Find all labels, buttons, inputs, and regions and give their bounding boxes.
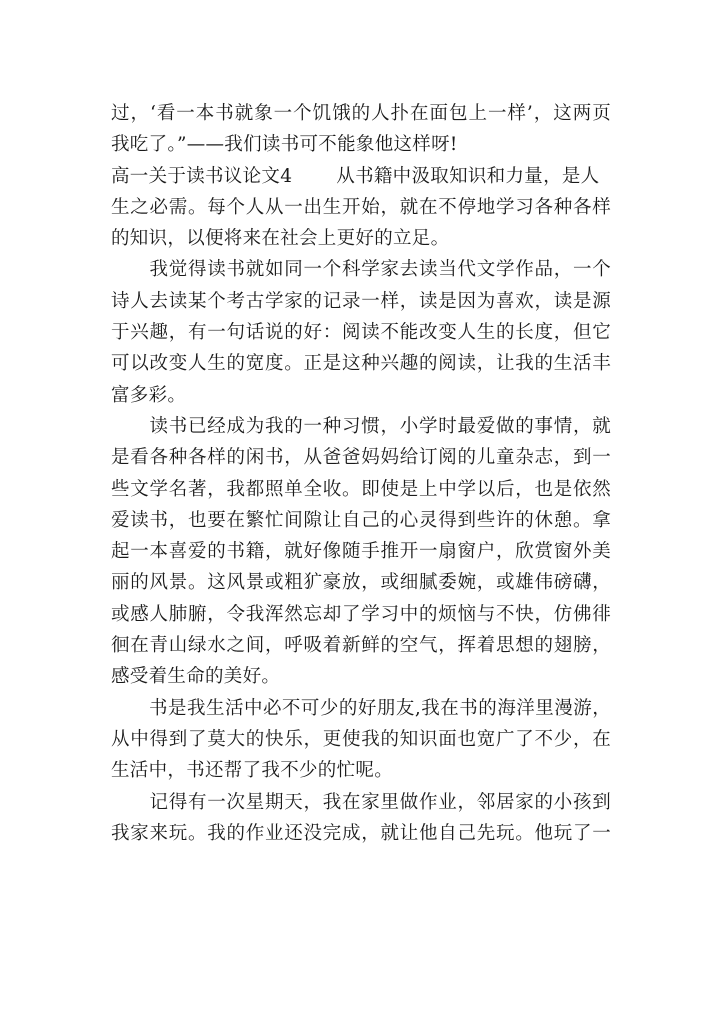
line-text: 我觉得读书就如同一个科学家去读当代文学作品，一个	[111, 259, 611, 281]
line-text: 感受着生命的美好。	[111, 666, 281, 688]
text-line	[111, 348, 611, 379]
text-line	[111, 567, 611, 598]
line-text: 丽的风景。这风景或粗犷豪放，或细腻委婉，或雄伟磅礴，	[111, 572, 611, 594]
line-text: 些文学名著，我都照单全收。即使是上中学以后，也是依然	[111, 478, 611, 500]
line-text: 记得有一次星期天，我在家里做作业，邻居家的小孩到	[111, 791, 611, 813]
line-text: 过，‘看一本书就象一个饥饿的人扑在面包上一样’，这两页	[111, 103, 611, 124]
text-line	[111, 787, 611, 818]
text-line	[111, 536, 611, 567]
text-line	[111, 192, 611, 223]
text-line	[111, 129, 611, 160]
line-text: 诗人去读某个考古学家的记录一样，读是因为喜欢，读是源	[111, 290, 611, 312]
text-line	[111, 98, 611, 129]
text-line	[111, 724, 611, 755]
text-line	[111, 254, 611, 285]
line-text: 或感人肺腑，令我浑然忘却了学习中的烦恼与不快，仿佛徘	[111, 603, 611, 625]
line-text: 生活中，书还帮了我不少的忙呢。	[111, 760, 394, 782]
text-line	[111, 474, 611, 505]
line-text: 书是我生活中必不可少的好朋友,我在书的海洋里漫游，	[111, 697, 611, 719]
body-text	[111, 98, 611, 849]
text-line	[111, 223, 611, 254]
text-line	[111, 755, 611, 786]
text-line	[111, 630, 611, 661]
line-text: 富多彩。	[111, 384, 187, 406]
section-heading: 高一关于读书议论文4	[111, 165, 293, 187]
text-line	[111, 661, 611, 692]
line-text: 可以改变人生的宽度。正是这种兴趣的阅读，让我的生活丰	[111, 353, 611, 375]
text-line	[111, 442, 611, 473]
line-text: 起一本喜爱的书籍，就好像随手推开一扇窗户，欣赏窗外美	[111, 541, 611, 563]
text-line	[111, 161, 611, 192]
line-text: 徊在青山绿水之间，呼吸着新鲜的空气，挥着思想的翅膀，	[111, 635, 611, 657]
text-line	[111, 818, 611, 849]
text-line	[111, 317, 611, 348]
line-text: 生之必需。每个人从一出生开始，就在不停地学习各种各样	[111, 196, 611, 218]
text-line	[111, 693, 611, 724]
line-text: 我吃了。”——我们读书可不能象他这样呀!	[111, 134, 458, 156]
line-text: 的知识，以便将来在社会上更好的立足。	[111, 228, 450, 250]
line-text: 读书已经成为我的一种习惯，小学时最爱做的事情，就	[111, 415, 611, 437]
line-text: 是看各种各样的闲书，从爸爸妈妈给订阅的儿童杂志，到一	[111, 447, 611, 469]
line-text: 我家来玩。我的作业还没完成，就让他自己先玩。他玩了一	[111, 822, 611, 844]
text-line	[111, 380, 611, 411]
text-line	[111, 505, 611, 536]
line-text: 从书籍中汲取知识和力量，是人	[336, 165, 600, 187]
line-text: 于兴趣，有一句话说的好：阅读不能改变人生的长度，但它	[111, 322, 611, 344]
text-line	[111, 286, 611, 317]
text-line	[111, 411, 611, 442]
text-line	[111, 599, 611, 630]
line-text: 从中得到了莫大的快乐，更使我的知识面也宽广了不少，在	[111, 728, 611, 750]
line-text: 爱读书，也要在繁忙间隙让自己的心灵得到些许的休憩。拿	[111, 509, 611, 531]
